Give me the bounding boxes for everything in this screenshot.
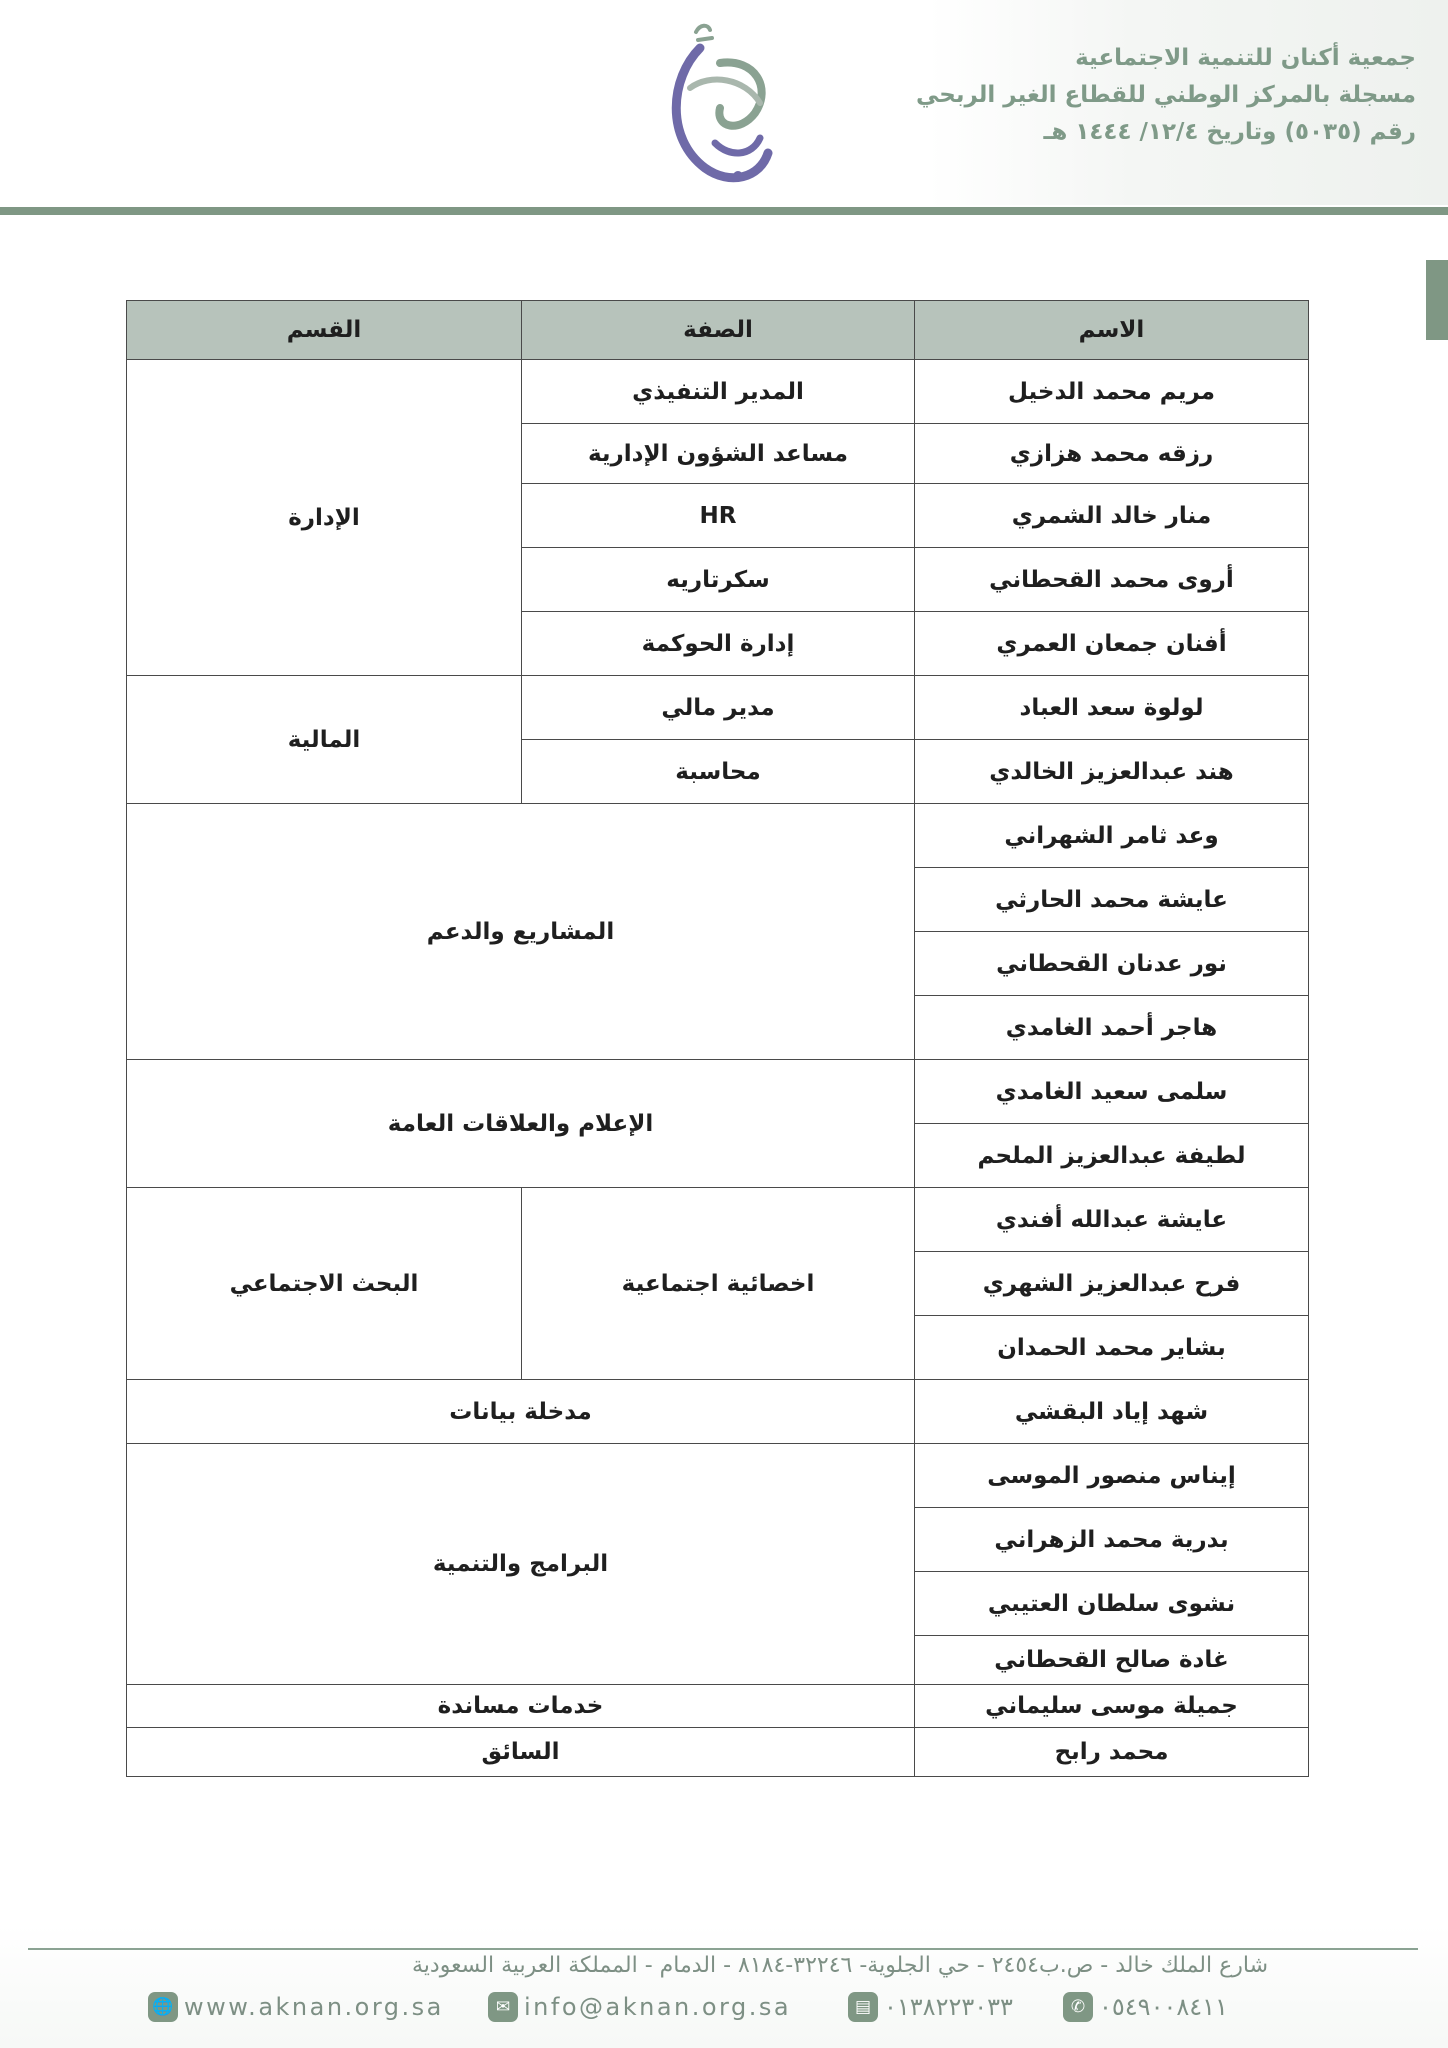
side-tab (1426, 260, 1448, 340)
table-row (127, 1188, 1309, 1252)
fax-contact (848, 1989, 1013, 2025)
email-link[interactable]: info@aknan.org.sa (524, 1993, 792, 2021)
phone-contact[interactable] (1063, 1989, 1228, 2025)
staff-name: لطيفة عبدالعزيز الملحم (915, 1124, 1309, 1188)
org-name: جمعية أكنان للتنمية الاجتماعية (1075, 45, 1416, 71)
staff-name: لولوة سعد العباد (915, 676, 1309, 740)
footer-divider (28, 1948, 1418, 1950)
dept-cell: الإعلام والعلاقات العامة (127, 1060, 915, 1188)
org-registration: مسجلة بالمركز الوطني للقطاع الغير الربحي (915, 82, 1416, 108)
footer-pattern (0, 1925, 1448, 2048)
org-reg-number: رقم (٥٠٣٥) وتاريخ ١٢/٤/ ١٤٤٤ هـ (1043, 119, 1416, 145)
phone-icon: ✆ (1063, 1992, 1093, 2022)
table-header-row (127, 301, 1309, 360)
staff-title: مساعد الشؤون الإدارية (522, 424, 915, 484)
staff-name: سلمى سعيد الغامدي (915, 1060, 1309, 1124)
staff-table (126, 300, 1309, 1777)
dept-cell: المشاريع والدعم (127, 804, 915, 1060)
footer-contacts (148, 1989, 1268, 2029)
table-row (127, 1685, 1309, 1728)
staff-title: إدارة الحوكمة (522, 612, 915, 676)
table-row (127, 1444, 1309, 1508)
staff-name: وعد ثامر الشهراني (915, 804, 1309, 868)
dept-cell: الإدارة (127, 360, 522, 676)
staff-title: المدير التنفيذي (522, 360, 915, 424)
aknan-logo-icon (660, 18, 780, 193)
dept-cell: السائق (127, 1728, 915, 1777)
staff-title: محاسبة (522, 740, 915, 804)
table-row (127, 676, 1309, 740)
staff-name: هند عبدالعزيز الخالدي (915, 740, 1309, 804)
dept-cell: البرامج والتنمية (127, 1444, 915, 1685)
footer-address: شارع الملك خالد - ص.ب٢٤٥٤ - حي الجلوية- ٣٢٢٤٦-٨١٨٤ - الدمام - المملكة العربية السعودية (411, 1953, 1268, 1978)
staff-name: جميلة موسى سليماني (915, 1685, 1309, 1728)
staff-name: مريم محمد الدخيل (915, 360, 1309, 424)
staff-name: عايشة عبدالله أفندي (915, 1188, 1309, 1252)
staff-name: محمد رابح (915, 1728, 1309, 1777)
staff-name: نور عدنان القحطاني (915, 932, 1309, 996)
org-info (896, 40, 1416, 151)
header-divider (0, 207, 1448, 215)
staff-name: غادة صالح القحطاني (915, 1636, 1309, 1685)
staff-name: بشاير محمد الحمدان (915, 1316, 1309, 1380)
staff-name: شهد إياد البقشي (915, 1380, 1309, 1444)
table-row (127, 1728, 1309, 1777)
table-row (127, 804, 1309, 868)
dept-cell: البحث الاجتماعي (127, 1188, 522, 1380)
phone-number[interactable]: ٠٥٤٩٠٠٨٤١١ (1099, 1993, 1228, 2021)
title-cell: اخصائية اجتماعية (522, 1188, 915, 1380)
fax-number: ٠١٣٨٢٢٣٠٣٣ (884, 1993, 1013, 2021)
staff-title: HR (522, 484, 915, 548)
header-dept: القسم (127, 301, 522, 360)
envelope-icon: ✉ (488, 1992, 518, 2022)
table-row (127, 1380, 1309, 1444)
website-contact[interactable] (148, 1989, 444, 2025)
staff-name: فرح عبدالعزيز الشهري (915, 1252, 1309, 1316)
header-title: الصفة (522, 301, 915, 360)
staff-name: نشوى سلطان العتيبي (915, 1572, 1309, 1636)
email-contact[interactable] (488, 1989, 791, 2025)
staff-title: سكرتاريه (522, 548, 915, 612)
table-row (127, 360, 1309, 424)
staff-name: هاجر أحمد الغامدي (915, 996, 1309, 1060)
staff-name: أروى محمد القحطاني (915, 548, 1309, 612)
header-name: الاسم (915, 301, 1309, 360)
dept-cell: مدخلة بيانات (127, 1380, 915, 1444)
staff-name: منار خالد الشمري (915, 484, 1309, 548)
staff-title: مدير مالي (522, 676, 915, 740)
dept-cell: خدمات مساندة (127, 1685, 915, 1728)
staff-name: بدرية محمد الزهراني (915, 1508, 1309, 1572)
globe-icon: 🌐 (148, 1992, 178, 2022)
dept-cell: المالية (127, 676, 522, 804)
website-link[interactable]: www.aknan.org.sa (184, 1993, 444, 2021)
table-row (127, 1060, 1309, 1124)
staff-name: رزقه محمد هزازي (915, 424, 1309, 484)
letterhead (0, 0, 1448, 215)
staff-name: عايشة محمد الحارثي (915, 868, 1309, 932)
staff-name: أفنان جمعان العمري (915, 612, 1309, 676)
fax-icon: ▤ (848, 1992, 878, 2022)
staff-name: إيناس منصور الموسى (915, 1444, 1309, 1508)
page-footer (0, 1925, 1448, 2048)
